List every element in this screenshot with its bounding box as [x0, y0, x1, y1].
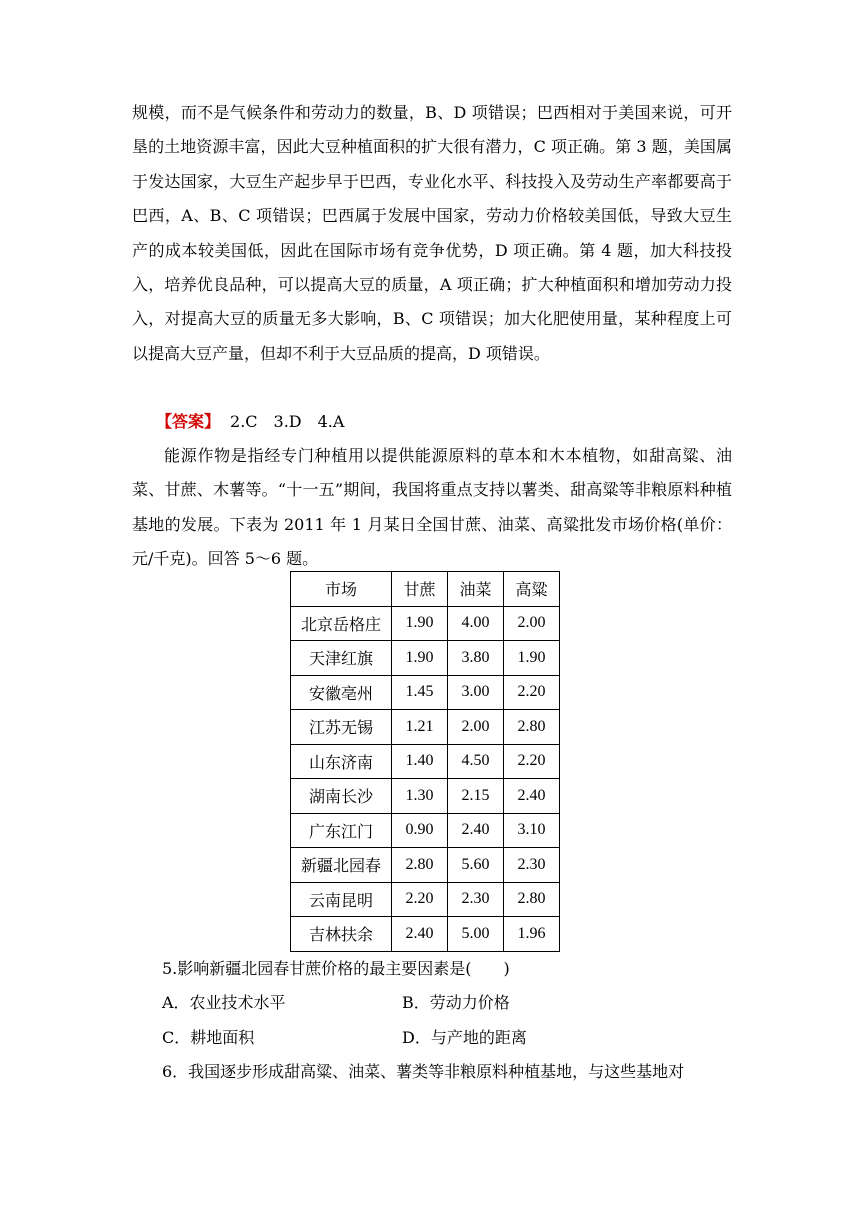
- question-6-stem: 6．我国逐步形成甜高粱、油菜、薯类等非粮原料种植基地，与这些基地对: [162, 1062, 685, 1081]
- table-row: [291, 710, 560, 745]
- price-cell: 1.45: [392, 675, 448, 710]
- market-cell: 江苏无锡: [291, 710, 392, 745]
- question-5-option-a: A．农业技术水平: [162, 993, 286, 1012]
- market-cell: 安徽亳州: [291, 675, 392, 710]
- price-cell: 2.40: [504, 779, 560, 814]
- price-cell: 1.30: [392, 779, 448, 814]
- price-cell: 2.20: [504, 675, 560, 710]
- price-cell: 5.00: [448, 917, 504, 952]
- price-cell: 4.50: [448, 744, 504, 779]
- table-row: [291, 779, 560, 814]
- question-5-option-b: B．劳动力价格: [402, 993, 510, 1012]
- answer-text: 2.C 3.D 4.A: [230, 412, 345, 431]
- table-row: [291, 813, 560, 848]
- price-cell: 2.40: [448, 813, 504, 848]
- price-cell: 2.00: [504, 606, 560, 641]
- question-5-stem: 5.影响新疆北园春甘蔗价格的最主要因素是( ): [162, 959, 510, 978]
- table-row: [291, 848, 560, 883]
- market-cell: 新疆北园春: [291, 848, 392, 883]
- table-row: [291, 606, 560, 641]
- price-cell: 2.15: [448, 779, 504, 814]
- price-table-wrapper: [290, 571, 560, 952]
- price-cell: 2.20: [504, 744, 560, 779]
- price-cell: 3.00: [448, 675, 504, 710]
- header-sorghum: 高粱: [504, 572, 560, 607]
- price-cell: 1.90: [392, 641, 448, 676]
- table-body: [291, 606, 560, 951]
- price-cell: 2.80: [504, 882, 560, 917]
- table-row: [291, 641, 560, 676]
- price-cell: 2.80: [392, 848, 448, 883]
- price-cell: 3.10: [504, 813, 560, 848]
- question-5-option-d: D．与产地的距离: [402, 1028, 527, 1047]
- market-cell: 云南昆明: [291, 882, 392, 917]
- market-cell: 北京岳格庄: [291, 606, 392, 641]
- intro-paragraph: 能源作物是指经专门种植用以提供能源原料的草本和木本植物，如甜高粱、油菜、甘蔗、木薯等。“十一五”期间，我国将重点支持以薯类、甜高粱等非粮原料种植基地的发展。下表为 2011 年 1 月某日全国甘蔗、油菜、高粱批发市场价格(单价：元/千克)。回答 5～6 题。: [132, 446, 732, 569]
- price-cell: 2.40: [392, 917, 448, 952]
- table-row: [291, 882, 560, 917]
- table-row: [291, 744, 560, 779]
- price-cell: 2.00: [448, 710, 504, 745]
- price-table: [290, 571, 560, 952]
- price-cell: 2.30: [504, 848, 560, 883]
- market-cell: 吉林扶余: [291, 917, 392, 952]
- market-cell: 广东江门: [291, 813, 392, 848]
- price-cell: 1.21: [392, 710, 448, 745]
- price-cell: 2.30: [448, 882, 504, 917]
- answer-tag: 【答案】: [156, 412, 221, 431]
- price-cell: 4.00: [448, 606, 504, 641]
- price-cell: 1.90: [392, 606, 448, 641]
- price-cell: 2.80: [504, 710, 560, 745]
- price-cell: 5.60: [448, 848, 504, 883]
- table-row: [291, 675, 560, 710]
- explanation-paragraph: 规模，而不是气候条件和劳动力的数量，B、D 项错误；巴西相对于美国来说，可开垦的土地资源丰富，因此大豆种植面积的扩大很有潜力，C 项正确。第 3 题，美国属于发达国家，大豆生产起步早于巴西，专业化水平、科技投入及劳动生产率都要高于巴西，A、B、C 项错误；巴西属于发展中国家，劳动力价格较美国低，导致大豆生产的成本较美国低，因此在国际市场有竞争优势，D 项正确。第 4 题，加大科技投入，培养优良品种，可以提高大豆的质量，A 项正确；扩大种植面积和增加劳动力投入，对提高大豆的质量无多大影响，B、C 项错误；加大化肥使用量，某种程度上可以提高大豆产量，但却不利于大豆品质的提高，D 项错误。: [132, 103, 732, 363]
- price-cell: 2.20: [392, 882, 448, 917]
- price-cell: 1.90: [504, 641, 560, 676]
- header-rapeseed: 油菜: [448, 572, 504, 607]
- market-cell: 天津红旗: [291, 641, 392, 676]
- market-cell: 湖南长沙: [291, 779, 392, 814]
- price-cell: 3.80: [448, 641, 504, 676]
- price-cell: 0.90: [392, 813, 448, 848]
- price-cell: 1.96: [504, 917, 560, 952]
- header-sugarcane: 甘蔗: [392, 572, 448, 607]
- table-header-row: [291, 572, 560, 607]
- price-cell: 1.40: [392, 744, 448, 779]
- header-market: 市场: [291, 572, 392, 607]
- answer-line: [156, 405, 732, 439]
- market-cell: 山东济南: [291, 744, 392, 779]
- table-row: [291, 917, 560, 952]
- question-5-option-c: C．耕地面积: [162, 1028, 255, 1047]
